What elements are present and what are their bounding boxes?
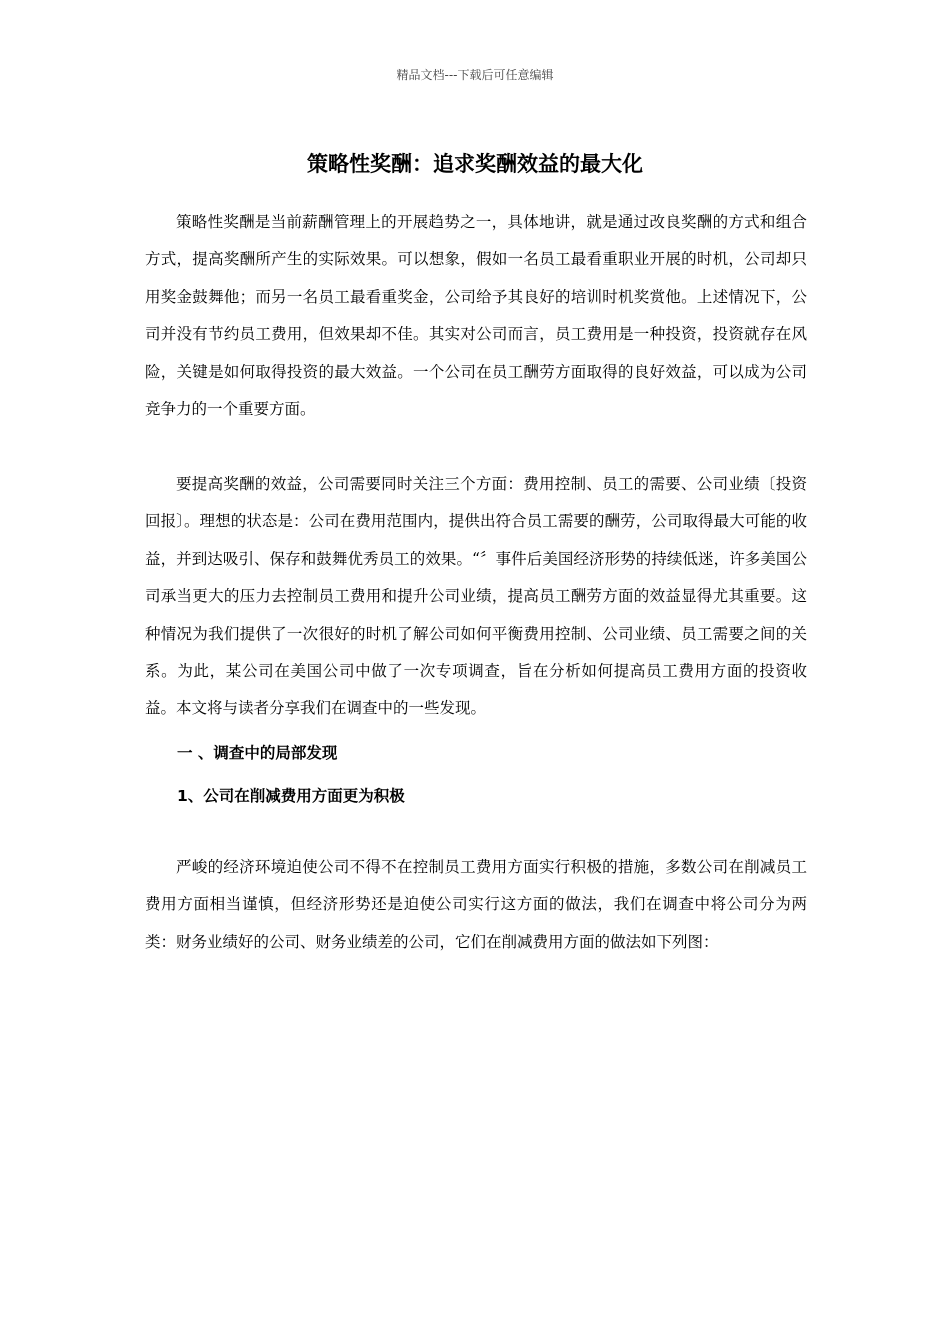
paragraph-intro: 策略性奖酬是当前薪酬管理上的开展趋势之一，具体地讲，就是通过改良奖酬的方式和组合方式，提高奖酬所产生的实际效果。可以想象，假如一名员工最看重职业开展的时机，公司却只用奖金鼓舞他；而另一名员工最看重奖金，公司给予其良好的培训时机奖赏他。上述情况下，公司并没有节约员工费用，但效果却不佳。其实对公司而言，员工费用是一种投资，投资就存在风险，关键是如何取得投资的最大效益。一个公司在员工酬劳方面取得的良好效益，可以成为公司竞争力的一个重要方面。 [145, 213, 807, 419]
subsection-heading: 1、公司在削减费用方面更为积极 [177, 787, 405, 805]
document-title: 策略性奖酬：追求奖酬效益的最大化 [307, 152, 643, 176]
page-header: 精品文档---下载后可任意编辑 [396, 68, 554, 82]
paragraph-cost-cutting: 严峻的经济环境迫使公司不得不在控制员工费用方面实行积极的措施，多数公司在削减员工费用方面相当谨慎，但经济形势还是迫使公司实行这方面的做法，我们在调查中将公司分为两类：财务业绩好的公司、财务业绩差的公司，它们在削减费用方面的做法如下列图： [145, 858, 807, 951]
paragraph-background: 要提高奖酬的效益，公司需要同时关注三个方面：费用控制、员工的需要、公司业绩〔投资回报〕。理想的状态是：公司在费用范围内，提供出符合员工需要的酬劳，公司取得最大可能的收益，并到达吸引、保存和鼓舞优秀员工的效果。“〞事件后美国经济形势的持续低迷，许多美国公司承当更大的压力去控制员工费用和提升公司业绩，提高员工酬劳方面的效益显得尤其重要。这种情况为我们提供了一次很好的时机了解公司如何平衡费用控制、公司业绩、员工需要之间的关系。为此，某公司在美国公司中做了一次专项调查，旨在分析如何提高员工费用方面的投资收益。本文将与读者分享我们在调查中的一些发现。 [145, 475, 807, 718]
section-heading: 一 、调查中的局部发现 [177, 744, 338, 762]
